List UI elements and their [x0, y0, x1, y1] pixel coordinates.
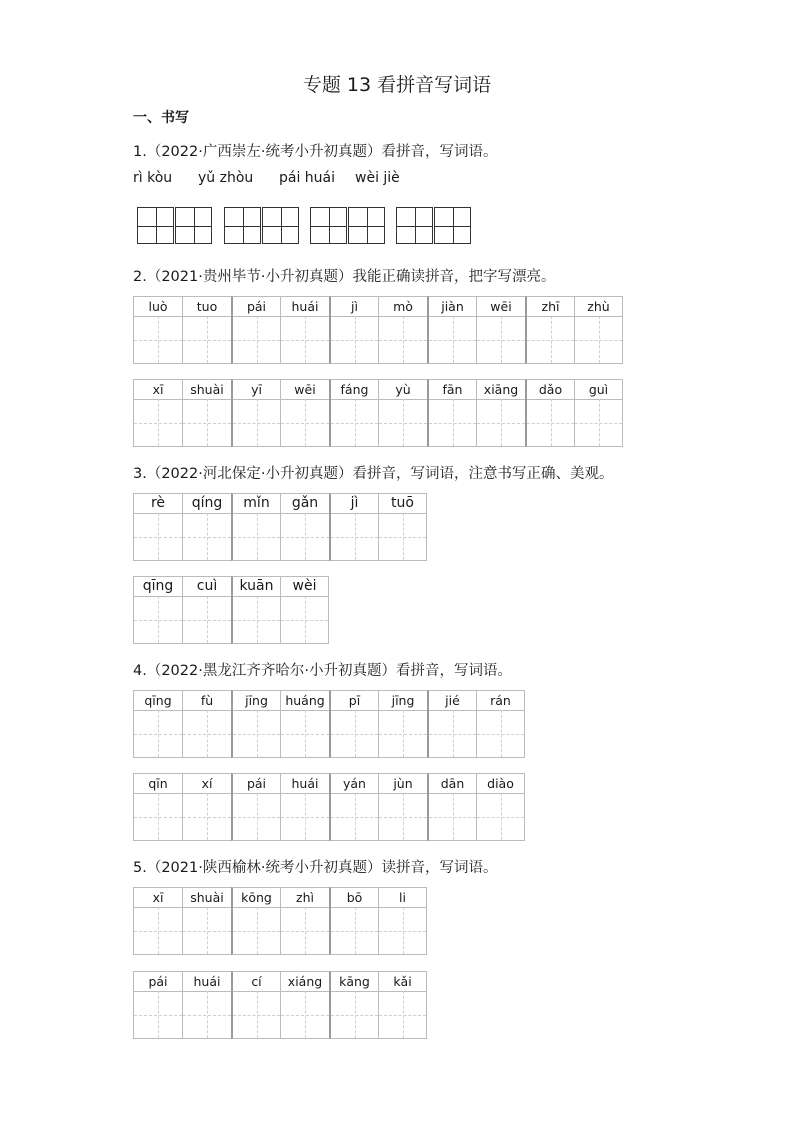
cell-writing-area[interactable] [281, 991, 329, 1038]
cell-writing-area[interactable] [233, 991, 280, 1038]
writing-cell[interactable] [231, 690, 280, 758]
cell-writing-area[interactable] [233, 399, 280, 446]
question-5: 5.（2021·陕西榆林·统考小升初真题）读拼音，写词语。 [133, 860, 498, 876]
cell-writing-area[interactable] [281, 596, 328, 643]
cell-writing-area[interactable] [331, 991, 378, 1038]
writing-cell[interactable] [476, 773, 525, 841]
writing-cell[interactable] [280, 773, 329, 841]
q2-grid-row-1 [133, 296, 623, 364]
cell-pinyin: kuān [233, 577, 280, 597]
cell-pinyin: diào [477, 774, 524, 794]
writing-cell[interactable] [427, 379, 476, 447]
cell-writing-area[interactable] [527, 399, 574, 446]
writing-cell[interactable] [182, 296, 231, 364]
cell-writing-area[interactable] [379, 513, 426, 560]
cell-writing-area[interactable] [281, 513, 329, 560]
cell-pinyin: zhī [527, 297, 574, 317]
cell-pinyin: huái [281, 297, 329, 317]
writing-cell[interactable] [329, 493, 378, 561]
q1-pinyin-3: pái huái [279, 170, 336, 186]
writing-cell[interactable] [182, 493, 231, 561]
cell-writing-area[interactable] [233, 513, 280, 560]
cell-writing-area[interactable] [477, 316, 525, 363]
cell-pinyin: xiáng [281, 972, 329, 992]
cell-writing-area[interactable] [134, 907, 182, 954]
cell-writing-area[interactable] [183, 399, 231, 446]
cell-pinyin: huái [281, 774, 329, 794]
cell-writing-area[interactable] [134, 316, 182, 363]
cell-writing-area[interactable] [379, 710, 427, 757]
writing-cell[interactable] [476, 690, 525, 758]
writing-cell[interactable] [280, 296, 329, 364]
q4-grid-row-1 [133, 690, 525, 758]
cell-writing-area[interactable] [331, 793, 378, 840]
cell-writing-area[interactable] [429, 316, 476, 363]
writing-cell[interactable] [133, 773, 182, 841]
question-2: 2.（2021·贵州毕节·小升初真题）我能正确读拼音，把字写漂亮。 [133, 269, 556, 285]
cell-writing-area[interactable] [183, 316, 231, 363]
writing-cell[interactable] [182, 887, 231, 955]
cell-pinyin: xí [183, 774, 231, 794]
writing-cell[interactable] [574, 296, 623, 364]
cell-writing-area[interactable] [233, 710, 280, 757]
writing-cell[interactable] [182, 773, 231, 841]
cell-pinyin: mò [379, 297, 427, 317]
cell-pinyin: huáng [281, 691, 329, 711]
writing-cell[interactable] [574, 379, 623, 447]
cell-writing-area[interactable] [575, 316, 622, 363]
cell-pinyin: tuo [183, 297, 231, 317]
question-1: 1.（2022·广西崇左·统考小升初真题）看拼音，写词语。 [133, 144, 498, 160]
cell-writing-area[interactable] [233, 596, 280, 643]
cell-pinyin: fān [429, 380, 476, 400]
writing-cell[interactable] [182, 690, 231, 758]
q1-answer-box-3[interactable] [310, 207, 386, 244]
cell-writing-area[interactable] [477, 399, 525, 446]
q3-grid-row-1 [133, 493, 427, 561]
cell-writing-area[interactable] [233, 793, 280, 840]
cell-pinyin: cí [233, 972, 280, 992]
cell-writing-area[interactable] [233, 316, 280, 363]
cell-writing-area[interactable] [477, 793, 524, 840]
cell-pinyin: wēi [281, 380, 329, 400]
question-3: 3.（2022·河北保定·小升初真题）看拼音，写词语，注意书写正确、美观。 [133, 466, 614, 482]
q5-grid-row-2 [133, 971, 427, 1039]
cell-pinyin: kǎi [379, 972, 426, 992]
writing-cell[interactable] [427, 773, 476, 841]
cell-pinyin: jì [331, 297, 378, 317]
writing-cell[interactable] [133, 971, 182, 1039]
writing-cell[interactable] [182, 971, 231, 1039]
cell-writing-area[interactable] [183, 596, 231, 643]
cell-pinyin: pái [233, 774, 280, 794]
cell-pinyin: pái [134, 972, 182, 992]
writing-cell[interactable] [133, 493, 182, 561]
cell-pinyin: jiàn [429, 297, 476, 317]
cell-pinyin: jīng [379, 691, 427, 711]
cell-pinyin: xī [134, 380, 182, 400]
cell-pinyin: yī [233, 380, 280, 400]
cell-pinyin: cuì [183, 577, 231, 597]
cell-writing-area[interactable] [331, 513, 378, 560]
cell-writing-area[interactable] [575, 399, 622, 446]
writing-cell[interactable] [231, 379, 280, 447]
cell-pinyin: jùn [379, 774, 427, 794]
writing-cell[interactable] [182, 576, 231, 644]
cell-pinyin: wēi [477, 297, 525, 317]
writing-cell[interactable] [525, 379, 574, 447]
cell-writing-area[interactable] [527, 316, 574, 363]
cell-writing-area[interactable] [134, 991, 182, 1038]
cell-pinyin: mǐn [233, 494, 280, 514]
cell-pinyin: huái [183, 972, 231, 992]
cell-writing-area[interactable] [183, 991, 231, 1038]
q1-answer-box-4[interactable] [396, 207, 472, 244]
cell-writing-area[interactable] [477, 710, 524, 757]
cell-writing-area[interactable] [183, 793, 231, 840]
cell-pinyin: xī [134, 888, 182, 908]
cell-writing-area[interactable] [379, 907, 426, 954]
writing-cell[interactable] [329, 773, 378, 841]
cell-writing-area[interactable] [134, 399, 182, 446]
writing-cell[interactable] [133, 887, 182, 955]
cell-writing-area[interactable] [429, 399, 476, 446]
q4-grid-row-2 [133, 773, 525, 841]
q1-answer-box-1[interactable] [137, 207, 213, 244]
cell-pinyin: wèi [281, 577, 328, 597]
writing-cell[interactable] [280, 493, 329, 561]
cell-writing-area[interactable] [379, 399, 427, 446]
writing-cell[interactable] [476, 379, 525, 447]
cell-pinyin: zhù [575, 297, 622, 317]
writing-cell[interactable] [231, 296, 280, 364]
cell-writing-area[interactable] [183, 907, 231, 954]
writing-cell[interactable] [231, 576, 280, 644]
cell-writing-area[interactable] [331, 907, 378, 954]
writing-cell[interactable] [378, 887, 427, 955]
cell-pinyin: qīn [134, 774, 182, 794]
cell-writing-area[interactable] [331, 316, 378, 363]
writing-cell[interactable] [231, 887, 280, 955]
cell-pinyin: qīng [134, 691, 182, 711]
cell-pinyin: fáng [331, 380, 378, 400]
cell-pinyin: zhì [281, 888, 329, 908]
cell-pinyin: gǎn [281, 494, 329, 514]
cell-pinyin: jié [429, 691, 476, 711]
q1-pinyin-4: wèi jiè [355, 170, 400, 186]
writing-cell[interactable] [525, 296, 574, 364]
page-title: 专题 13 看拼音写词语 [302, 74, 492, 96]
cell-writing-area[interactable] [281, 710, 329, 757]
writing-cell[interactable] [427, 296, 476, 364]
writing-cell[interactable] [280, 379, 329, 447]
cell-pinyin: xiāng [477, 380, 525, 400]
writing-cell[interactable] [133, 576, 182, 644]
cell-pinyin: pī [331, 691, 378, 711]
cell-writing-area[interactable] [331, 710, 378, 757]
cell-pinyin: guì [575, 380, 622, 400]
cell-pinyin: qīng [134, 577, 182, 597]
q1-answer-box-2[interactable] [224, 207, 300, 244]
cell-pinyin: li [379, 888, 426, 908]
writing-cell[interactable] [476, 296, 525, 364]
q2-grid-row-2 [133, 379, 623, 447]
writing-cell[interactable] [378, 971, 427, 1039]
cell-writing-area[interactable] [281, 399, 329, 446]
writing-cell[interactable] [133, 690, 182, 758]
cell-writing-area[interactable] [134, 596, 182, 643]
cell-pinyin: kāng [331, 972, 378, 992]
q5-grid-row-1 [133, 887, 427, 955]
cell-writing-area[interactable] [134, 793, 182, 840]
cell-pinyin: qíng [183, 494, 231, 514]
cell-pinyin: rè [134, 494, 182, 514]
q1-pinyin-1: rì kòu [133, 170, 173, 186]
writing-cell[interactable] [182, 379, 231, 447]
cell-pinyin: luò [134, 297, 182, 317]
writing-cell[interactable] [329, 690, 378, 758]
writing-cell[interactable] [231, 493, 280, 561]
writing-cell[interactable] [378, 296, 427, 364]
writing-cell[interactable] [133, 379, 182, 447]
cell-writing-area[interactable] [281, 907, 329, 954]
cell-pinyin: shuài [183, 380, 231, 400]
cell-writing-area[interactable] [281, 316, 329, 363]
writing-cell[interactable] [231, 773, 280, 841]
cell-writing-area[interactable] [379, 316, 427, 363]
cell-pinyin: tuō [379, 494, 426, 514]
writing-cell[interactable] [280, 971, 329, 1039]
writing-cell[interactable] [378, 773, 427, 841]
cell-pinyin: dǎo [527, 380, 574, 400]
cell-pinyin: fù [183, 691, 231, 711]
cell-writing-area[interactable] [134, 710, 182, 757]
writing-cell[interactable] [329, 971, 378, 1039]
writing-cell[interactable] [329, 296, 378, 364]
cell-writing-area[interactable] [429, 793, 476, 840]
q3-grid-row-2 [133, 576, 329, 644]
writing-cell[interactable] [378, 690, 427, 758]
writing-cell[interactable] [378, 379, 427, 447]
writing-cell[interactable] [280, 690, 329, 758]
writing-cell[interactable] [231, 971, 280, 1039]
cell-writing-area[interactable] [429, 710, 476, 757]
cell-pinyin: jì [331, 494, 378, 514]
cell-writing-area[interactable] [183, 710, 231, 757]
q1-pinyin-2: yǔ zhòu [198, 170, 254, 186]
section-heading: 一、书写 [133, 110, 189, 126]
cell-pinyin: kōng [233, 888, 280, 908]
cell-pinyin: yán [331, 774, 378, 794]
cell-writing-area[interactable] [233, 907, 280, 954]
cell-writing-area[interactable] [379, 793, 427, 840]
question-4: 4.（2022·黑龙江齐齐哈尔·小升初真题）看拼音，写词语。 [133, 663, 512, 679]
writing-cell[interactable] [378, 493, 427, 561]
cell-pinyin: yù [379, 380, 427, 400]
writing-cell[interactable] [280, 887, 329, 955]
writing-cell[interactable] [280, 576, 329, 644]
writing-cell[interactable] [329, 887, 378, 955]
cell-pinyin: jīng [233, 691, 280, 711]
cell-pinyin: bō [331, 888, 378, 908]
cell-pinyin: pái [233, 297, 280, 317]
cell-writing-area[interactable] [281, 793, 329, 840]
cell-pinyin: shuài [183, 888, 231, 908]
writing-cell[interactable] [427, 690, 476, 758]
cell-writing-area[interactable] [134, 513, 182, 560]
cell-pinyin: rán [477, 691, 524, 711]
cell-writing-area[interactable] [379, 991, 426, 1038]
cell-writing-area[interactable] [183, 513, 231, 560]
cell-writing-area[interactable] [331, 399, 378, 446]
writing-cell[interactable] [133, 296, 182, 364]
writing-cell[interactable] [329, 379, 378, 447]
cell-pinyin: dān [429, 774, 476, 794]
